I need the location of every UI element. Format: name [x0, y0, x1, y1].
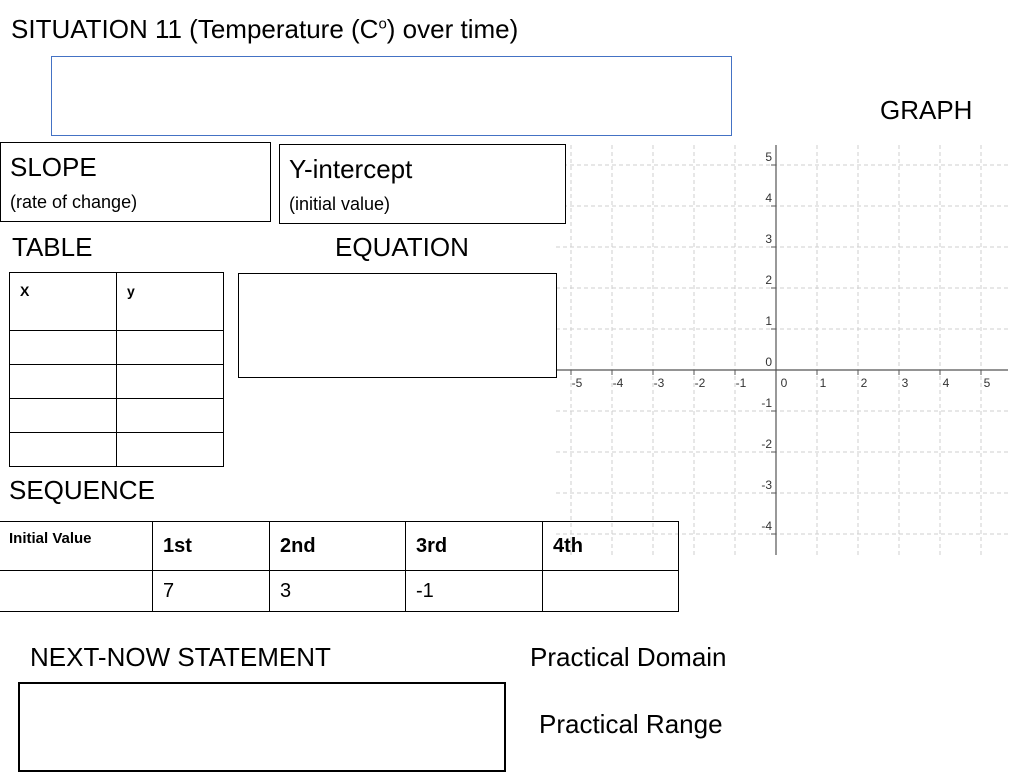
- y-tick-label: -3: [761, 478, 772, 492]
- table-header-x: X: [10, 273, 117, 331]
- sequence-value-3rd[interactable]: -1: [406, 571, 543, 612]
- y-intercept-subtitle: (initial value): [289, 194, 391, 214]
- x-tick-label: -3: [653, 376, 665, 390]
- practical-domain-label: Practical Domain: [530, 642, 727, 672]
- table-cell[interactable]: [117, 365, 224, 399]
- table-row: [10, 433, 224, 467]
- y-tick-label: -1: [761, 396, 772, 410]
- y-tick-label: 5: [765, 150, 772, 164]
- slope-title: SLOPE: [10, 152, 97, 182]
- x-tick-label: 3: [901, 376, 909, 390]
- table-cell[interactable]: [10, 331, 117, 365]
- table-label: TABLE: [12, 232, 93, 262]
- sequence-values-row: [0, 571, 679, 612]
- table-header-y: y: [117, 273, 224, 331]
- practical-range-label: Practical Range: [539, 709, 723, 739]
- equation-box[interactable]: [238, 273, 557, 378]
- sequence-table: [0, 521, 679, 612]
- coordinate-grid[interactable]: [556, 145, 1008, 555]
- table-row: [10, 331, 224, 365]
- x-tick-label: 5: [983, 376, 991, 390]
- tick-labels: [572, 150, 991, 533]
- title-degree-sup: o: [378, 15, 387, 33]
- table-cell[interactable]: [117, 399, 224, 433]
- grid-lines: [556, 145, 1008, 555]
- page-title: [11, 14, 518, 45]
- y-tick-label: 0: [765, 355, 772, 369]
- y-tick-label: 1: [765, 314, 772, 328]
- situation-description-box[interactable]: [51, 56, 732, 136]
- x-tick-label: 2: [860, 376, 868, 390]
- slope-subtitle: (rate of change): [10, 192, 138, 212]
- next-now-box[interactable]: [18, 682, 506, 772]
- x-tick-label: -4: [612, 376, 624, 390]
- y-intercept-box[interactable]: [279, 144, 566, 224]
- x-tick-label: -5: [571, 376, 583, 390]
- table-cell[interactable]: [10, 433, 117, 467]
- table-row: [10, 399, 224, 433]
- x-tick-label: 1: [819, 376, 827, 390]
- next-now-label: NEXT-NOW STATEMENT: [30, 642, 331, 672]
- xy-table: [9, 272, 224, 467]
- table-cell[interactable]: [10, 399, 117, 433]
- y-tick-label: 3: [765, 232, 772, 246]
- table-row: [10, 365, 224, 399]
- x-tick-label: -1: [735, 376, 747, 390]
- title-main: SITUATION 11 (Temperature (C: [11, 14, 379, 44]
- y-tick-label: 4: [765, 191, 772, 205]
- sequence-header-initial: Initial Value: [0, 522, 153, 571]
- slope-box[interactable]: [0, 142, 271, 222]
- sequence-value-4th[interactable]: [543, 571, 679, 612]
- sequence-header-2nd: 2nd: [270, 522, 406, 571]
- sequence-value-1st[interactable]: 7: [153, 571, 270, 612]
- y-tick-label: -4: [761, 519, 772, 533]
- y-intercept-title: Y-intercept: [289, 154, 413, 184]
- table-cell[interactable]: [10, 365, 117, 399]
- sequence-header-1st: 1st: [153, 522, 270, 571]
- x-tick-label: 4: [942, 376, 950, 390]
- sequence-value-initial[interactable]: [0, 571, 153, 612]
- equation-label: EQUATION: [335, 232, 469, 262]
- y-tick-label: 2: [765, 273, 772, 287]
- title-tail: ) over time): [386, 14, 519, 44]
- sequence-header-3rd: 3rd: [406, 522, 543, 571]
- x-tick-label: -2: [694, 376, 706, 390]
- sequence-label: SEQUENCE: [9, 475, 155, 505]
- y-tick-label: -2: [761, 437, 772, 451]
- table-cell[interactable]: [117, 331, 224, 365]
- table-cell[interactable]: [117, 433, 224, 467]
- x-tick-label: 0: [780, 376, 788, 390]
- sequence-header-4th: 4th: [543, 522, 679, 571]
- graph-label: GRAPH: [880, 95, 973, 125]
- sequence-value-2nd[interactable]: 3: [270, 571, 406, 612]
